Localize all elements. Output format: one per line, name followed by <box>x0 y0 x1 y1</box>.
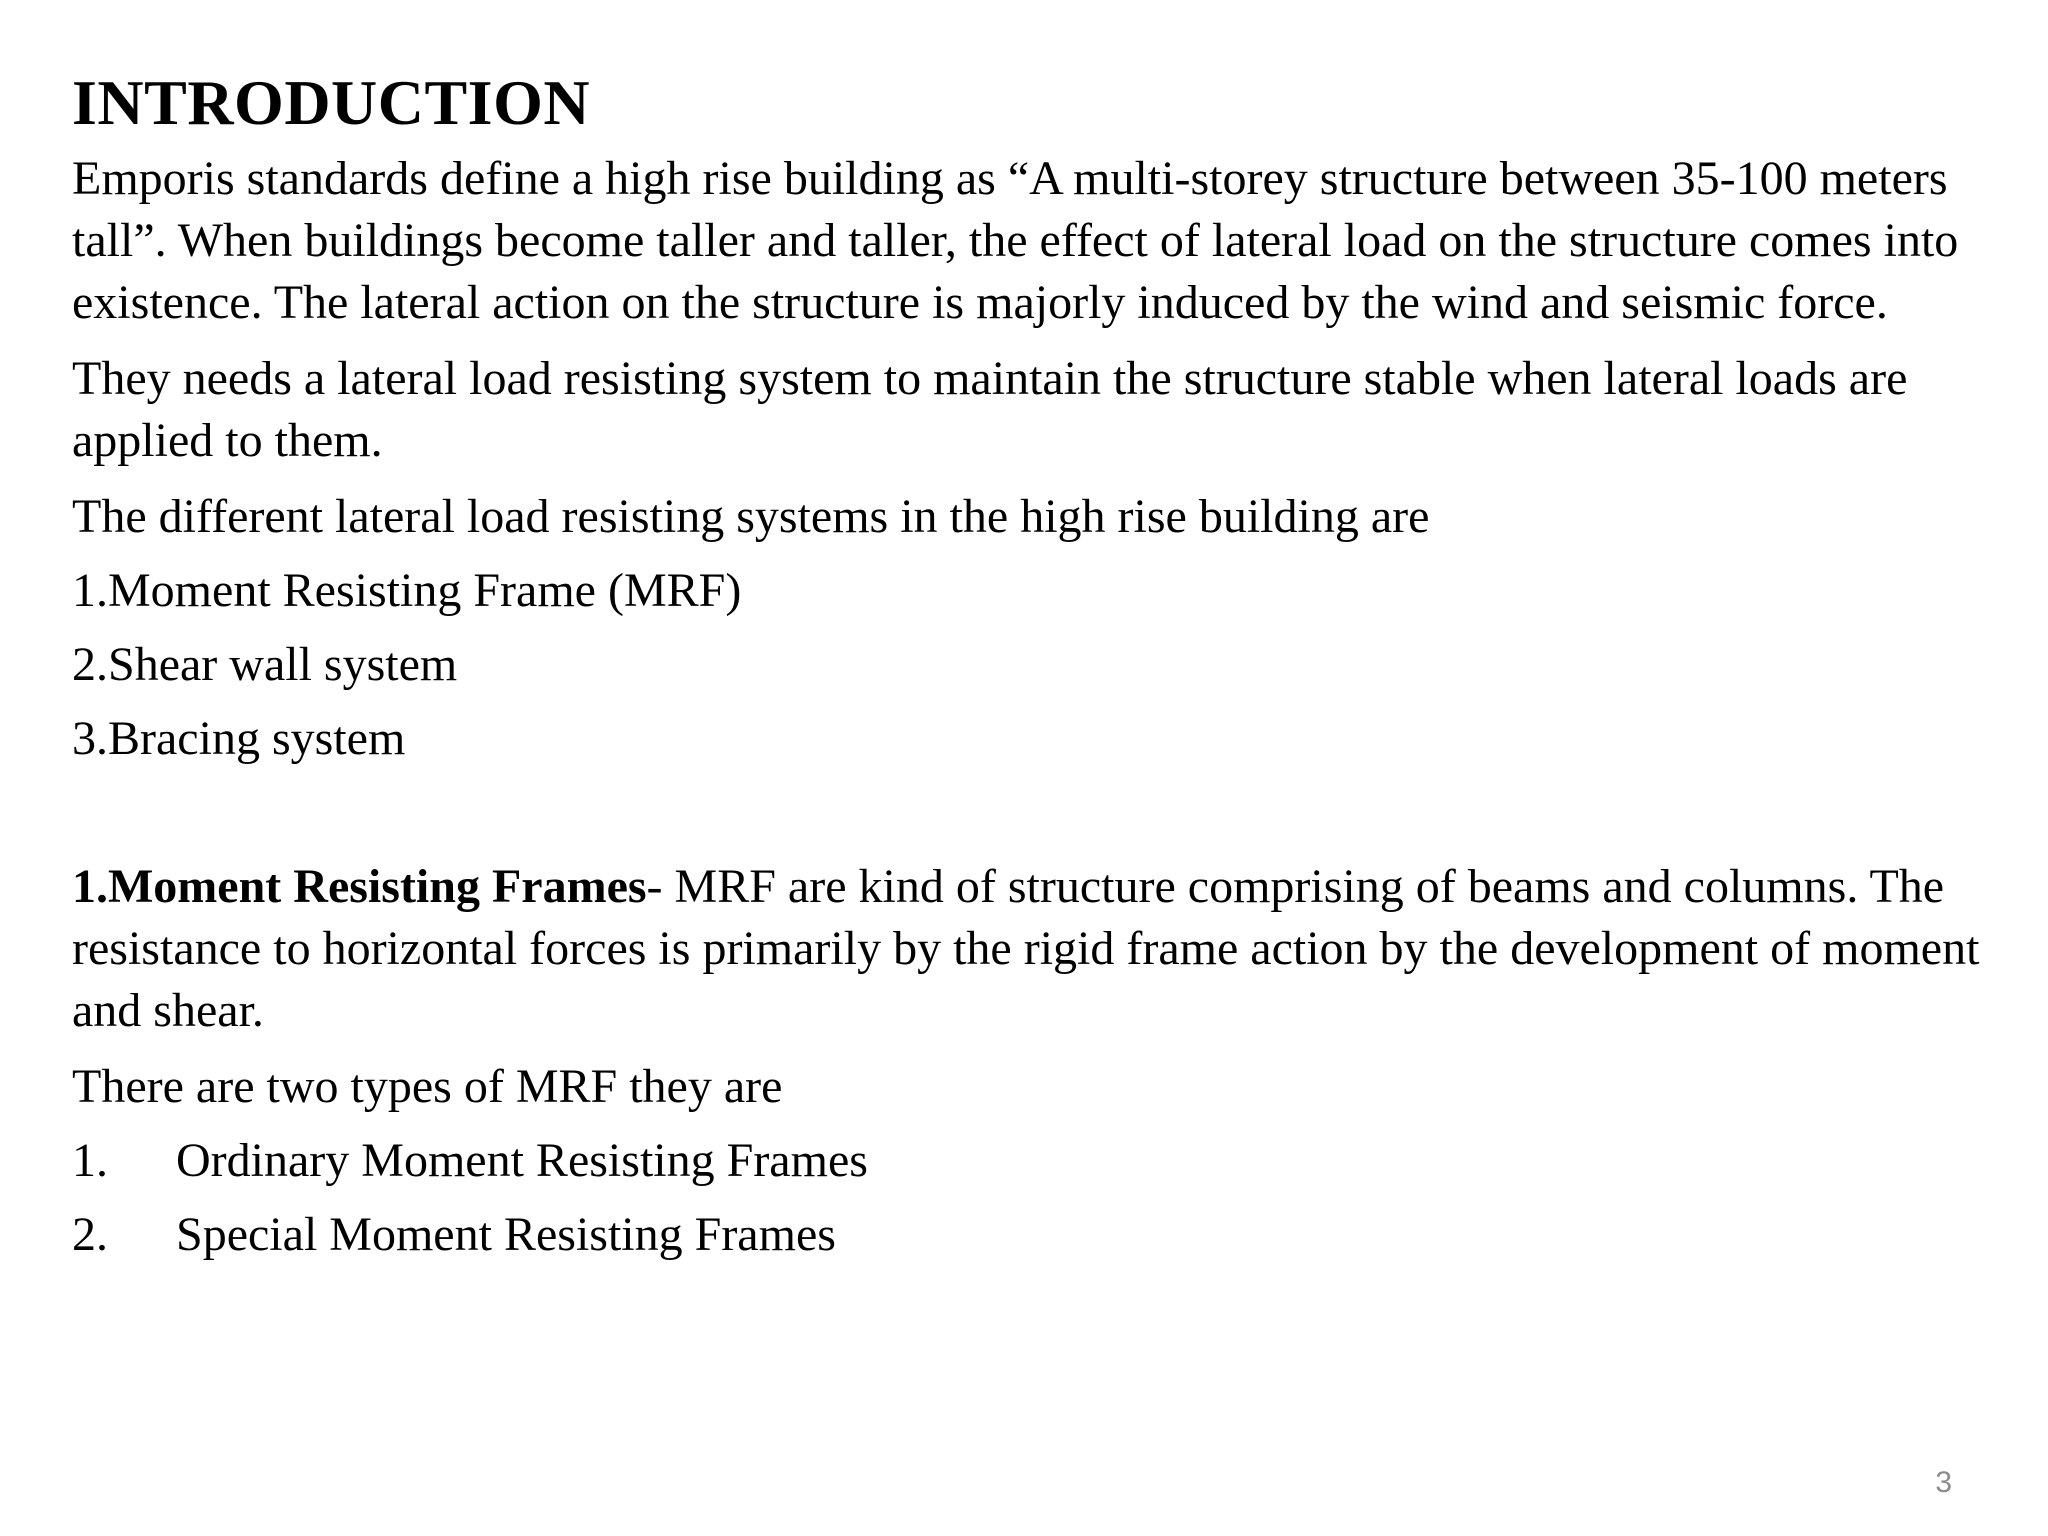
intro-paragraph-need: They needs a lateral load resisting system to maintain the structure stable when lateral loads are applied to them. <box>72 352 1908 467</box>
mrf-types-list <box>72 1130 1992 1266</box>
mrf-type-item <box>72 1130 1992 1192</box>
mrf-description: - MRF are kind of structure comprising of beams and columns. The resistance to horizontal forces is primarily by the rigid frame action by the development of moment and shear. <box>72 860 1980 1037</box>
mrf-heading: 1.Moment Resisting Frames <box>72 860 647 913</box>
mrf-types-intro: There are two types of MRF they are <box>72 1060 783 1113</box>
mrf-paragraph <box>72 856 1992 1042</box>
systems-list-item: 3.Bracing system <box>72 712 406 765</box>
slide-title: INTRODUCTION <box>72 67 591 138</box>
intro-paragraph-systems: The different lateral load resisting systems in the high rise building are <box>72 490 1430 543</box>
page-number: 3 <box>1935 1466 1952 1499</box>
systems-list-item: 1.Moment Resisting Frame (MRF) <box>72 564 742 617</box>
mrf-type-item <box>72 1204 1992 1266</box>
systems-list-item: 2.Shear wall system <box>72 638 458 691</box>
mrf-type-number: 1. <box>72 1134 108 1187</box>
slide-content <box>72 58 1992 1266</box>
mrf-type-label: Special Moment Resisting Frames <box>176 1208 836 1261</box>
intro-paragraph-definition: Emporis standards define a high rise building as “A multi-storey structure between 35-100 meters tall”. When buildings become taller and taller, the effect of lateral load on the structure comes into existence. The lateral action on the structure is majorly induced by the wind and seismic force. <box>72 152 1959 329</box>
systems-list <box>72 560 1992 770</box>
mrf-type-label: Ordinary Moment Resisting Frames <box>176 1134 868 1187</box>
mrf-type-number: 2. <box>72 1208 108 1261</box>
